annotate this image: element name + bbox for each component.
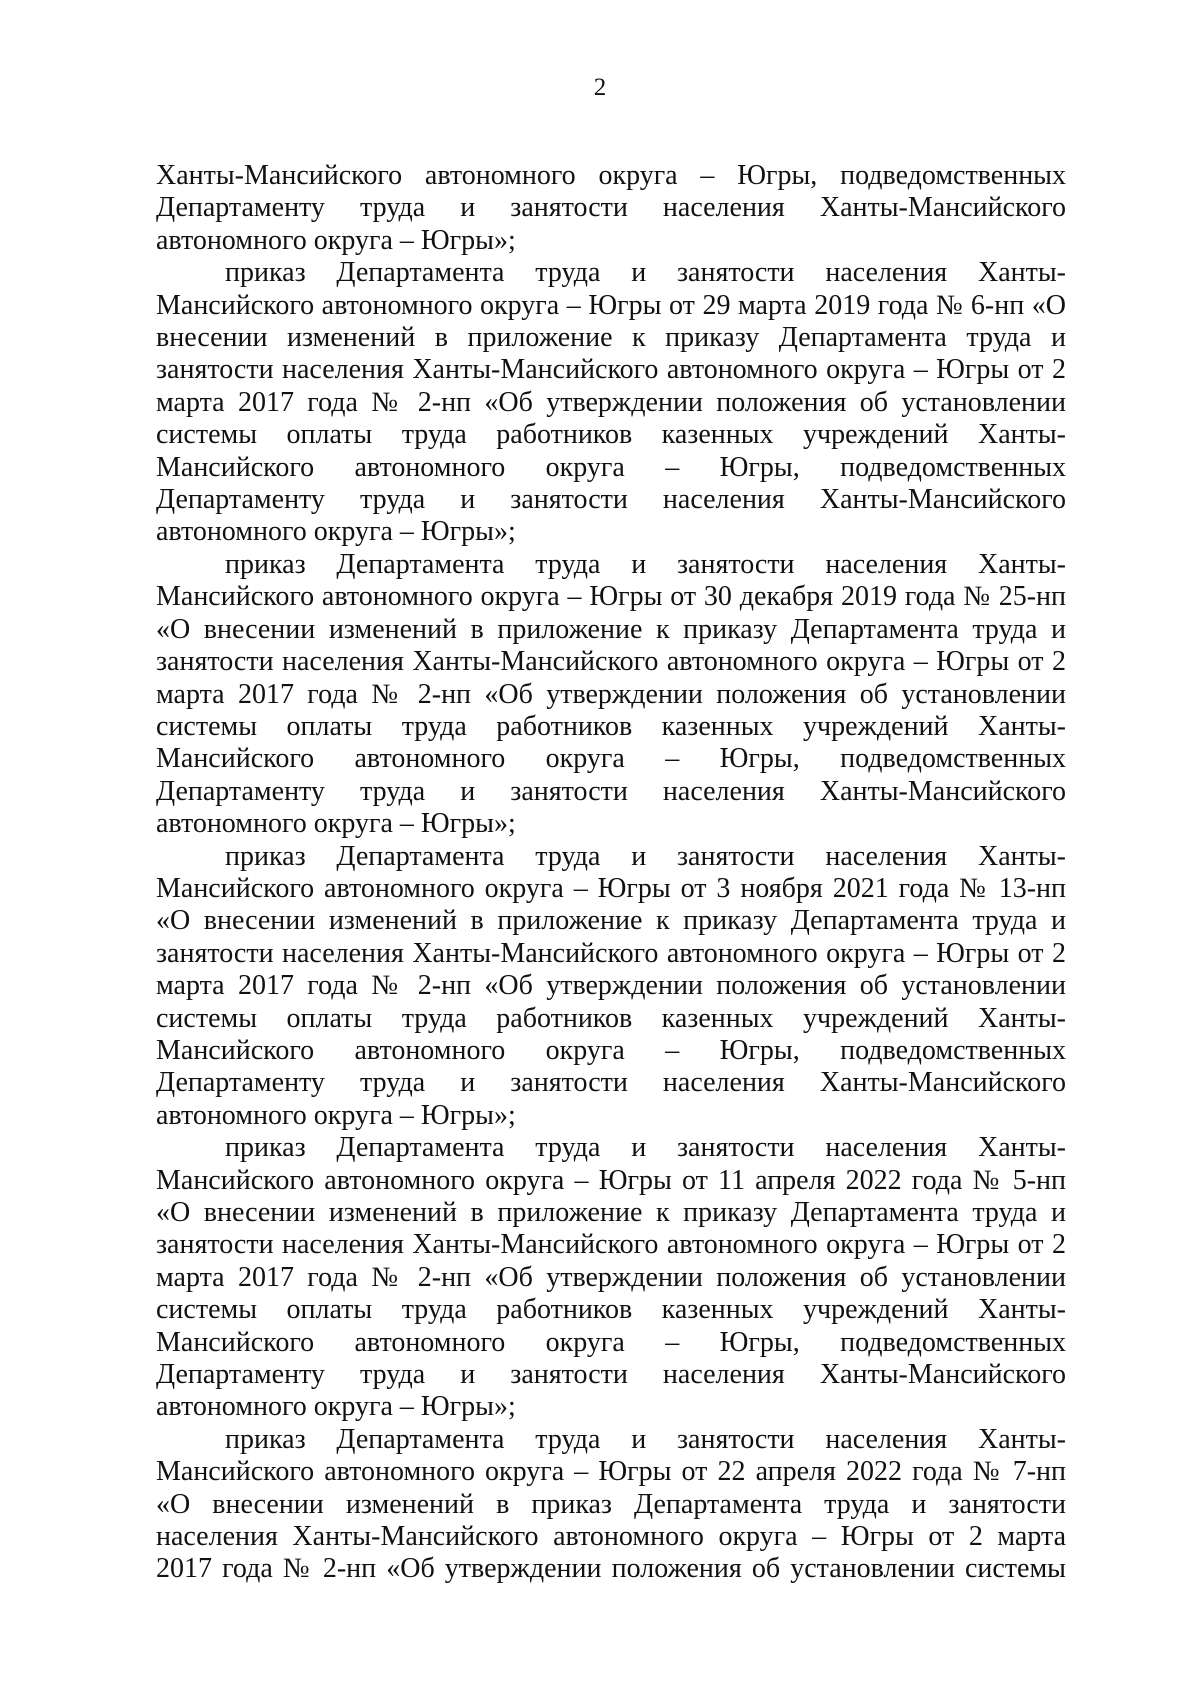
paragraph-order-2022-04-22: приказ Департамента труда и занятости населения Ханты-Мансийского автономного округа – Югры от 22 апреля 2022 года № 7-нп «О внесении изменений в приказ Департамента труда и занятости населения Ханты-Мансийского автономного округа – Югры от 2 марта 2017 года № 2-нп «Об утверждении положения об установлении системы	[156, 1423, 1066, 1585]
paragraph-order-2019-12-30: приказ Департамента труда и занятости населения Ханты-Мансийского автономного округа – Югры от 30 декабря 2019 года № 25-нп «О внесении изменений в приложение к приказу Департамента труда и занятости населения Ханты-Мансийского автономного округа – Югры от 2 марта 2017 года № 2-нп «Об утверждении положения об установлении системы оплаты труда работников казенных учреждений Ханты-Мансийского автономного округа – Югры, подведомственных Департаменту труда и занятости населения Ханты-Мансийского автономного округа – Югры»;	[156, 548, 1066, 840]
document-body	[156, 160, 1066, 1586]
paragraph-continuation: Ханты-Мансийского автономного округа – Югры, подведомственных Департаменту труда и занятости населения Ханты-Мансийского автономного округа – Югры»;	[156, 160, 1066, 256]
paragraph-order-2022-04-11: приказ Департамента труда и занятости населения Ханты-Мансийского автономного округа – Югры от 11 апреля 2022 года № 5-нп «О внесении изменений в приложение к приказу Департамента труда и занятости населения Ханты-Мансийского автономного округа – Югры от 2 марта 2017 года № 2-нп «Об утверждении положения об установлении системы оплаты труда работников казенных учреждений Ханты-Мансийского автономного округа – Югры, подведомственных Департаменту труда и занятости населения Ханты-Мансийского автономного округа – Югры»;	[156, 1132, 1066, 1423]
paragraph-order-2019-03-29: приказ Департамента труда и занятости населения Ханты-Мансийского автономного округа – Югры от 29 марта 2019 года № 6-нп «О внесении изменений в приложение к приказу Департамента труда и занятости населения Ханты-Мансийского автономного округа – Югры от 2 марта 2017 года № 2-нп «Об утверждении положения об установлении системы оплаты труда работников казенных учреждений Ханты-Мансийского автономного округа – Югры, подведомственных Департаменту труда и занятости населения Ханты-Мансийского автономного округа – Югры»;	[156, 257, 1066, 548]
paragraph-order-2021-11-03: приказ Департамента труда и занятости населения Ханты-Мансийского автономного округа – Югры от 3 ноября 2021 года № 13-нп «О внесении изменений в приложение к приказу Департамента труда и занятости населения Ханты-Мансийского автономного округа – Югры от 2 марта 2017 года № 2-нп «Об утверждении положения об установлении системы оплаты труда работников казенных учреждений Ханты-Мансийского автономного округа – Югры, подведомственных Департаменту труда и занятости населения Ханты-Мансийского автономного округа – Югры»;	[156, 840, 1066, 1131]
page-number: 2	[593, 74, 607, 101]
